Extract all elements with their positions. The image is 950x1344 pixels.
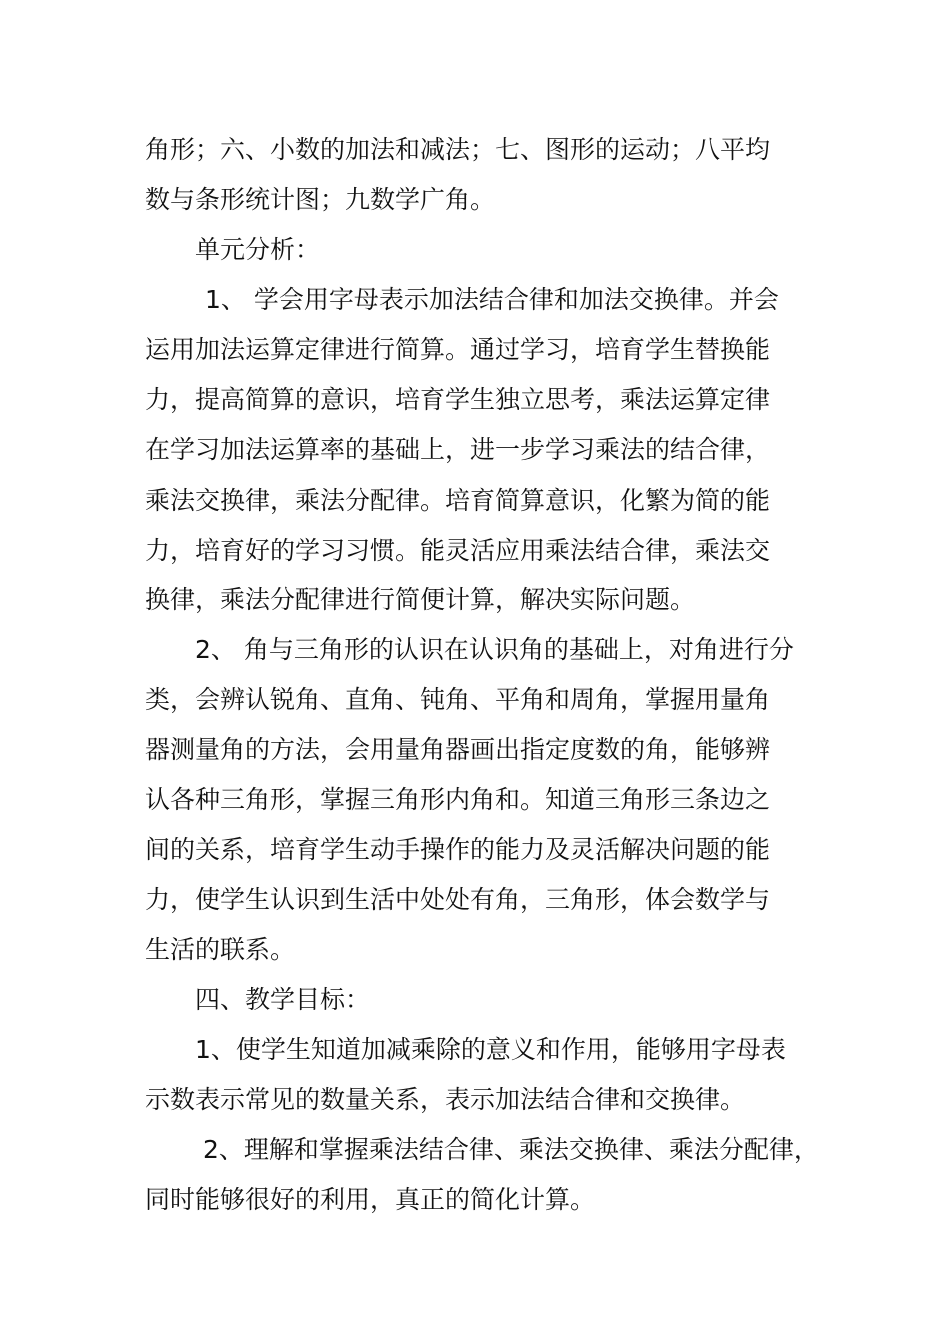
text-line: 在学习加法运算率的基础上，进一步学习乘法的结合律， — [145, 435, 771, 464]
section-heading: 四、教学目标： — [195, 985, 371, 1014]
text-line: 力，提高简算的意识，培育学生独立思考，乘法运算定律 — [145, 385, 771, 414]
text-line: 2、 角与三角形的认识在认识角的基础上，对角进行分 — [195, 635, 794, 664]
text-line: 同时能够很好的利用，真正的简化计算。 — [145, 1185, 596, 1214]
text-line: 力，使学生认识到生活中处处有角，三角形，体会数学与 — [145, 885, 771, 914]
text-line: 间的关系，培育学生动手操作的能力及灵活解决问题的能 — [145, 835, 771, 864]
text-line: 乘法交换律，乘法分配律。培育简算意识，化繁为简的能 — [145, 486, 771, 515]
text-line: 类，会辨认锐角、直角、钝角、平角和周角，掌握用量角 — [145, 685, 771, 714]
text-line: 换律，乘法分配律进行简便计算，解决实际问题。 — [145, 585, 696, 614]
text-line: 1、使学生知道加减乘除的意义和作用，能够用字母表 — [195, 1035, 786, 1064]
text-line: 认各种三角形，掌握三角形内角和。知道三角形三条边之 — [145, 785, 771, 814]
text-line: 力，培育好的学习习惯。能灵活应用乘法结合律，乘法交 — [145, 536, 771, 565]
text-line: 1、 学会用字母表示加法结合律和加法交换律。并会 — [205, 285, 779, 314]
text-line: 运用加法运算定律进行简算。通过学习，培育学生替换能 — [145, 335, 771, 364]
section-heading: 单元分析： — [195, 235, 321, 264]
text-line: 数与条形统计图；九数学广角。 — [145, 185, 496, 214]
text-line: 2、理解和掌握乘法结合律、乘法交换律、乘法分配律， — [203, 1135, 819, 1164]
text-line: 角形；六、小数的加法和减法；七、图形的运动；八平均 — [145, 135, 771, 164]
text-line: 器测量角的方法，会用量角器画出指定度数的角，能够辨 — [145, 735, 771, 764]
text-line: 示数表示常见的数量关系，表示加法结合律和交换律。 — [145, 1085, 746, 1114]
text-line: 生活的联系。 — [145, 935, 296, 964]
